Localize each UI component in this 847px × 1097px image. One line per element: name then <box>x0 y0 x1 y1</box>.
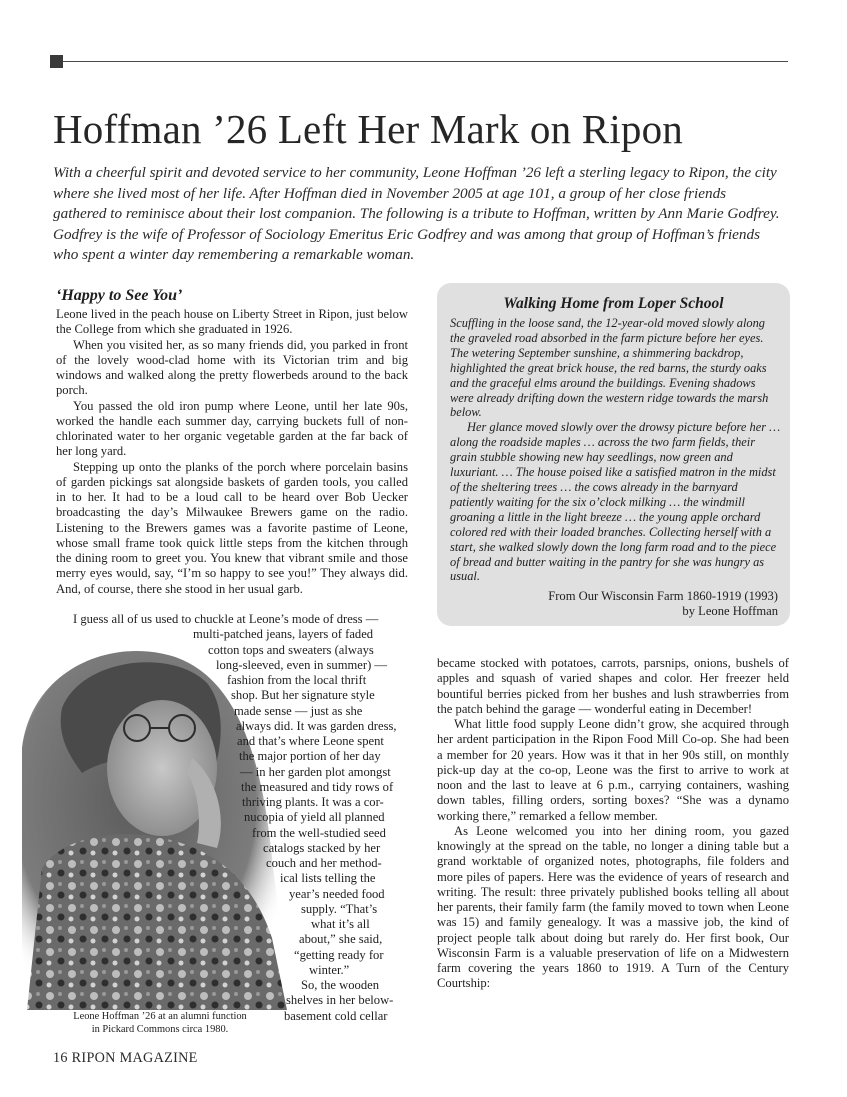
text-line: and that’s where Leone spent <box>237 734 384 748</box>
paragraph: As Leone welcomed you into her dining room, you gazed knowingly at the spread on the table, no longer a dining table but a grand worktable of organized notes, photographs, file folders and more piles of papers. Here was the evidence of years of research and writing. The result: three privately published books telling all about her parents, their family farm (the family moved to town when Leone was 15) and family genealogy. It was a massive job, the kind of project people talk about doing but rarely do. Her first book, Our Wisconsin Farm is a valuable preservation of life on a Midwestern farm covering the years 1860 to 1919. A Turn of the Century Courtship: <box>437 823 789 991</box>
text-line: fashion from the local thrift <box>227 673 367 687</box>
text-line: thriving plants. It was a cor- <box>242 795 384 809</box>
text-line: cotton tops and sweaters (always <box>208 642 374 657</box>
article-title: Hoffman ’26 Left Her Mark on Ripon <box>53 106 684 152</box>
text-line: year’s needed food <box>289 886 385 901</box>
text-line: supply. “That’s <box>301 901 378 916</box>
sidebar-source <box>450 589 778 619</box>
text-line: what it’s all <box>311 917 370 931</box>
text-line: from the well-studied seed <box>252 825 386 840</box>
text-line: made sense — just as she <box>234 703 363 718</box>
text-line: shop. But her signature style <box>231 688 375 703</box>
paragraph: When you visited her, as so many friends did, you parked in front of the lovely wood-clad home with its Victorian trim and big windows and walked along the pretty flowerbeds around to the back porch. <box>56 337 408 398</box>
text-line: shelves in her below- <box>286 993 394 1008</box>
paragraph: You passed the old iron pump where Leone, until her late 90s, worked the handle each summer day, carrying buckets full of non-chlorinated water to her organic vegetable garden at the far back of her long yard. <box>56 398 408 459</box>
text-line: the measured and tidy rows of <box>241 779 394 794</box>
wrapped-text-block <box>56 612 416 1024</box>
text-line: long-sleeved, even in summer) — <box>216 657 388 672</box>
right-column <box>437 656 789 992</box>
source-citation: From Our Wisconsin Farm 1860-1919 (1993) <box>548 589 778 603</box>
header-rule <box>63 61 788 62</box>
section-subhead: ‘Happy to See You’ <box>56 287 183 304</box>
text-line: couch and her method- <box>266 856 382 870</box>
page-number: 16 <box>53 1050 68 1066</box>
page-footer <box>53 1050 198 1067</box>
text-line: catalogs stacked by her <box>263 840 381 855</box>
text-line: — in her garden plot amongst <box>240 764 391 779</box>
text-line: winter.” <box>309 962 350 977</box>
excerpt-paragraph: Her glance moved slowly over the drowsy picture before her … along the roadside maples … across the two farm fields, their grain stubble showing new hay seedlings, now green and luxuriant. … The house poised like a satisfied matron in the midst of the sheltering trees … the cows already in the barnyard patiently waiting for the six o’clock milking … the windmill groaning a little in the light breeze … the young apple orchard colored red with their loaded branches. Collecting herself with a start, she walked slowly down the long farm road and to the piece of bread and butter waiting in the pantry for she was hungry as usual. <box>450 420 781 584</box>
sidebar-excerpt <box>450 316 782 584</box>
caption-line: Leone Hoffman ’26 at an alumni function <box>73 1011 247 1022</box>
text-line: basement cold cellar <box>284 1008 388 1023</box>
text-line: the major portion of her day <box>239 749 381 764</box>
paragraph: What little food supply Leone didn’t grow, she acquired through her ardent participation in the Ripon Food Mill Co-op. She had been a member for 20 years. How was it that in her 90s still, on monthly pick-up day at the co-op, Leone was the first to arrive to work at noon and the last to leave at 6 p.m., carrying containers, washing down tables, filling orders, sorting boxes? “She was a dynamo working there,” remarked a fellow member. <box>437 717 789 823</box>
caption-line: in Pickard Commons circa 1980. <box>91 1023 229 1035</box>
text-line: ical lists telling the <box>280 871 376 886</box>
text-line: nucopia of yield all planned <box>244 810 385 825</box>
text-line: multi-patched jeans, layers of faded <box>193 627 374 642</box>
article-intro: With a cheerful spirit and devoted service to her community, Leone Hoffman ’26 left a sterling legacy to Ripon, the city where she lived most of her life. After Hoffman died in November 2005 at age 101, a group of her close friends gathered to reminisce about their lost companion. The following is a tribute to Hoffman, written by Ann Marie Godfrey. Godfrey is the wife of Professor of Sociology Emeritus Eric Godfrey and was among that group of Hoffman’s friends who spent a winter day remembering a remarkable woman. <box>53 164 780 264</box>
photo-caption <box>40 1011 280 1036</box>
publication-name: RIPON MAGAZINE <box>71 1050 198 1066</box>
text-line: “getting ready for <box>294 947 384 962</box>
text-line: I guess all of us used to chuckle at Leone’s mode of dress — <box>73 612 379 626</box>
text-line: So, the wooden <box>301 978 380 992</box>
excerpt-paragraph: Scuffling in the loose sand, the 12-year-old moved slowly along the graveled road absorbed in the farm picture before her eyes. The wetering September sunshine, a shimmering backdrop, highlighted the great brick house, the red barns, the sturdy oaks and the graceful elms around the buildings. Evening shadows were already drifting down the western ridge towards the marsh below. <box>450 316 769 420</box>
text-line: about,” she said, <box>299 932 383 947</box>
sidebar-title: Walking Home from Loper School <box>503 295 724 312</box>
text-line: always did. It was garden dress, <box>236 718 397 733</box>
header-rule-square <box>50 55 63 68</box>
paragraph: Leone lived in the peach house on Liberty Street in Ripon, just below the College from which she graduated in 1926. <box>56 307 408 337</box>
paragraph: Stepping up onto the planks of the porch where porcelain basins of garden pickings sat alongside baskets of garden tools, you called in to her. It had to be a loud call to be heard over Bob Uecker broadcasting the day’s Milwaukee Brewers game on the radio. Listening to the Brewers games was a favorite pastime of Leone, whose small frame took quick little steps from the kitchen through the dining room to greet you. You knew that vibrant smile and those merry eyes would, say, “I’m so happy to see you!” They always did. And, of course, there she stood in her usual garb. <box>56 459 408 596</box>
source-author: by Leone Hoffman <box>682 604 778 619</box>
left-column <box>56 286 408 597</box>
paragraph: became stocked with potatoes, carrots, parsnips, onions, bushels of apples and squash of varied shapes and color. Her freezer held bountiful berries picked from her bushes and lush strawberries from the patch behind the garage — wonderful eating in December! <box>437 656 789 716</box>
